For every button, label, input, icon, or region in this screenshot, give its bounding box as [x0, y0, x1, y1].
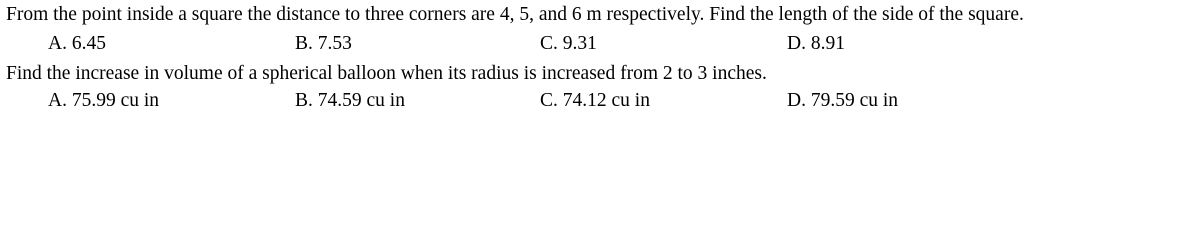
choice-c: C. 74.12 cu in [540, 90, 650, 111]
question-2-text: Find the increase in volume of a spherical balloon when its radius is increased from 2 to 3 inches. [6, 63, 767, 84]
choice-d: D. 79.59 cu in [787, 90, 899, 111]
question-1-text: From the point inside a square the distance to three corners are 4, 5, and 6 m respectively. Find the length of the side of the square. [6, 4, 1024, 25]
choice-a: A. 6.45 [48, 33, 106, 54]
choice-b: B. 74.59 cu in [295, 90, 405, 111]
question-2-choices [0, 89, 1200, 113]
choice-a: A. 75.99 cu in [48, 90, 160, 111]
question-1-choices [0, 32, 1200, 56]
choice-b: B. 7.53 [295, 33, 352, 54]
choice-d: D. 8.91 [787, 33, 845, 54]
choice-c: C. 9.31 [540, 33, 597, 54]
